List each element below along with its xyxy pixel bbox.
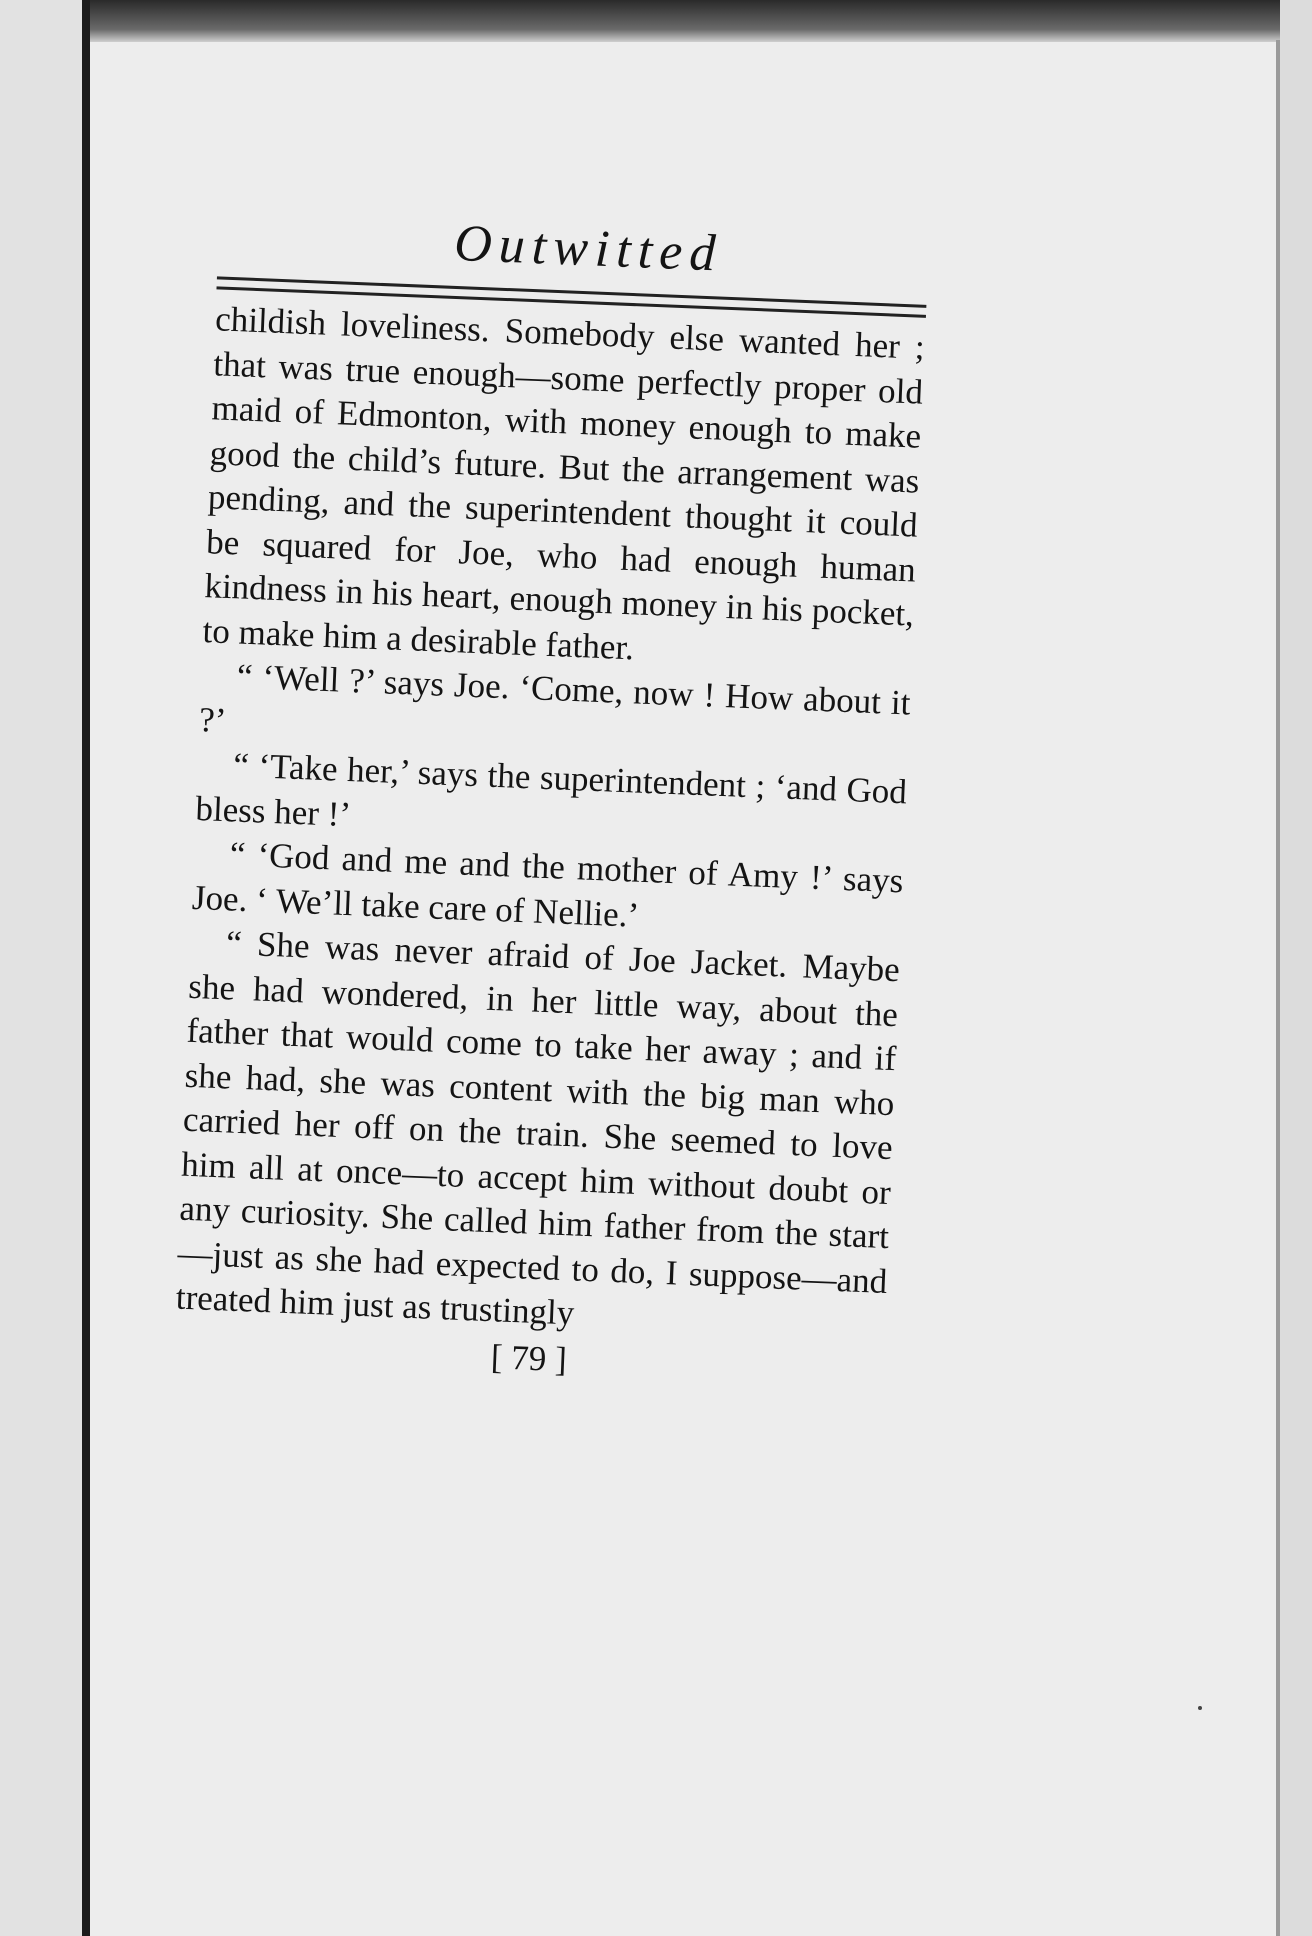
paragraph-2: “ ‘Well ?’ says Joe. ‘Come, now ! How about it ?’ (198, 656, 912, 740)
page-right-edge (1276, 40, 1280, 1936)
speck-mark (1198, 1706, 1202, 1710)
scan-top-border (90, 0, 1312, 42)
page-right-margin (1280, 0, 1312, 1936)
facing-page-edge (0, 0, 82, 1936)
body-text (175, 297, 926, 1348)
paragraph-4: “ ‘God and me and the mother of Amy !’ says Joe. ‘ We’ll take care of Nellie.’ (191, 834, 905, 935)
book-gutter-edge (82, 0, 90, 1936)
text-block (113, 200, 999, 1395)
paragraph-1: childish loveliness. Somebody else wanted her ; that was true enough—some perfectly proper old maid of Edmonton, with money enough to make good the child’s future. But the arrangement was pending, and the superintendent thought it could be squared for Joe, who had enough human kindness in his heart, enough money in his pocket, to make him a desirable father. (201, 299, 926, 667)
running-head-title: Outwitted (453, 214, 724, 283)
paragraph-3: “ ‘Take her,’ says the superintendent ; ‘and God bless her !’ (194, 745, 908, 834)
paragraph-5: “ She was never afraid of Joe Jacket. Maybe she had wondered, in her little way, about the father that would come to take her away ; and if she had, she was content with the big man who carried her off on the train. She seemed to love him all at once—to accept him without doubt or any curiosity. She called him father from the start—just as she had expected to do, I suppose—and treated him just as trustingly (175, 923, 901, 1333)
page-number: [ 79 ] (490, 1336, 568, 1379)
